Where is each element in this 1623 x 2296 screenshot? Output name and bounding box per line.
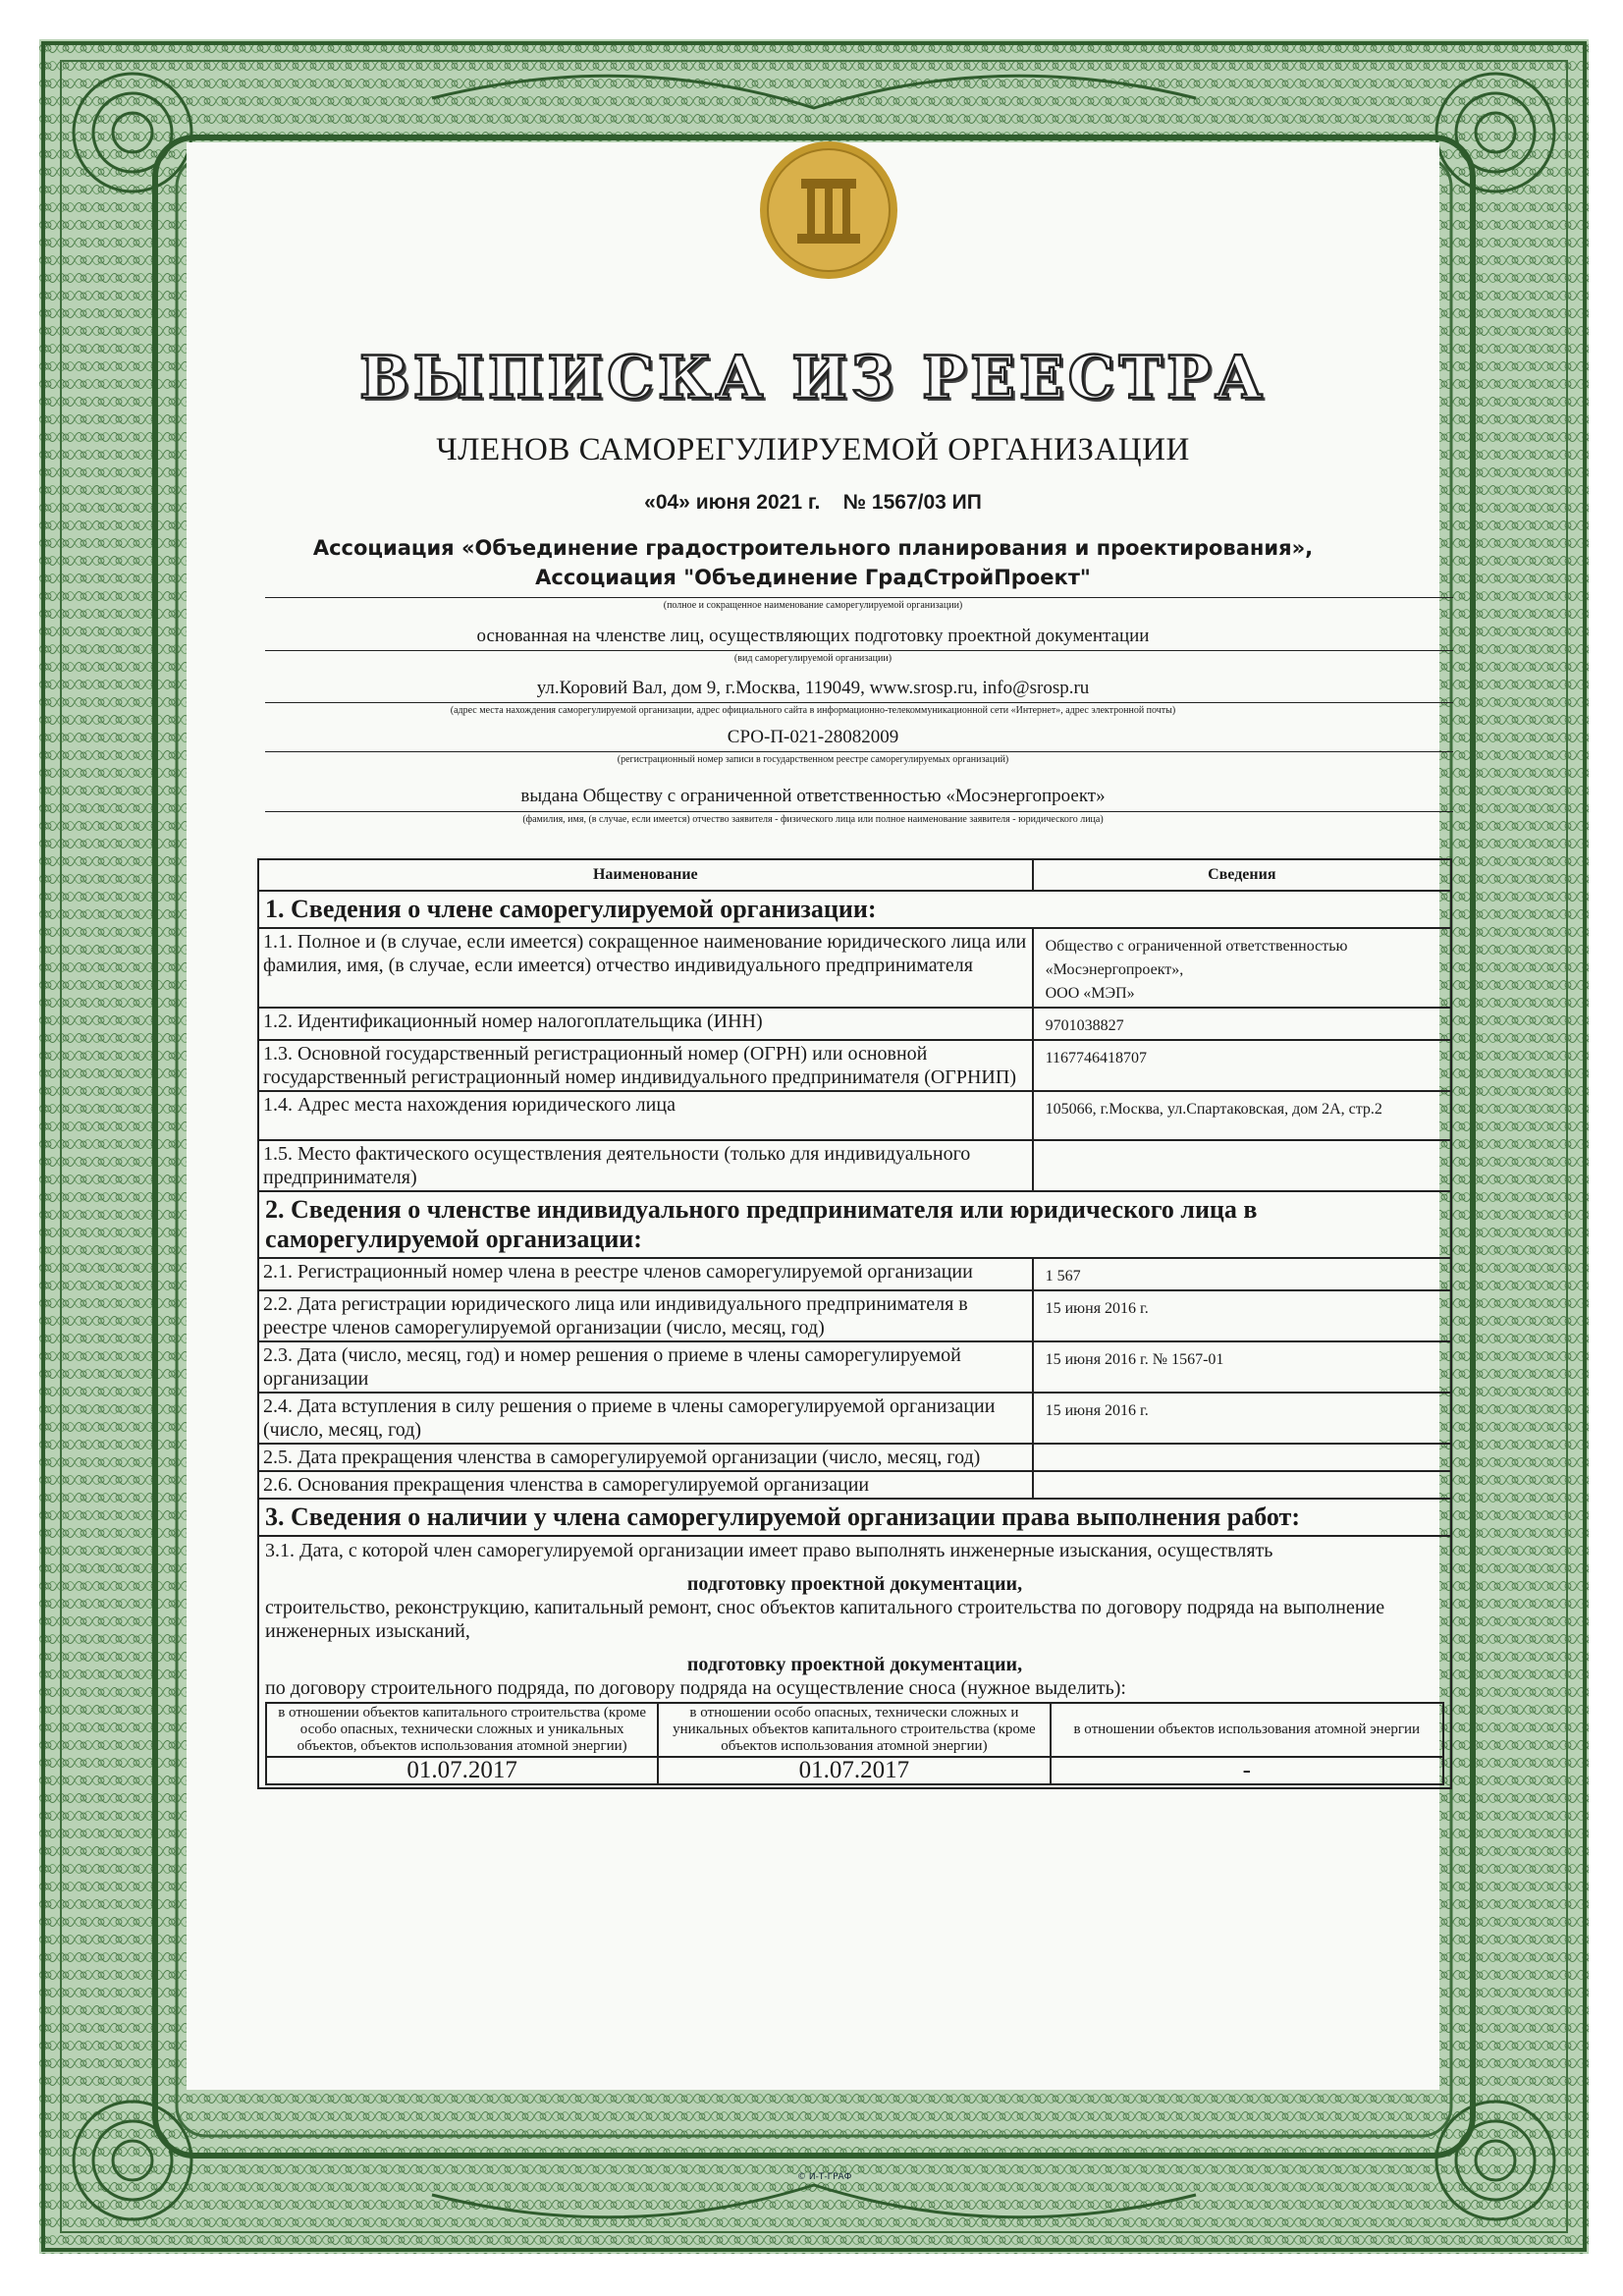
row-label: 1.2. Идентификационный номер налогоплательщика (ИНН) xyxy=(258,1008,1033,1040)
registry-table xyxy=(257,858,1452,1789)
row-value xyxy=(1033,1444,1451,1471)
rights-date-c: - xyxy=(1051,1757,1443,1784)
row-label: 2.5. Дата прекращения членства в саморегулируемой организации (число, месяц, год) xyxy=(258,1444,1033,1471)
row-label: 1.5. Место фактического осуществления деятельности (только для индивидуального предпринимателя) xyxy=(258,1140,1033,1191)
issued-to: выдана Обществу с ограниченной ответственностью «Мосэнергопроект» xyxy=(520,786,1106,806)
underline xyxy=(265,811,1453,812)
paragraph: по договору строительного подряда, по договору подряда на осуществление сноса (нужное выделить): xyxy=(265,1677,1126,1699)
col-header-name: Наименование xyxy=(258,859,1033,891)
row-value xyxy=(1033,1140,1451,1191)
selected-work-type: подготовку проектной документации, xyxy=(686,1573,1023,1595)
rights-header-c: в отношении объектов использования атомной энергии xyxy=(1051,1703,1443,1757)
table-row xyxy=(258,1444,1451,1471)
table-row xyxy=(258,1341,1451,1393)
rights-header-b: в отношении особо опасных, технически сложных и уникальных объектов капитального строительства (кроме объектов использования атомной энергии) xyxy=(658,1703,1050,1757)
row-value: 1167746418707 xyxy=(1033,1040,1451,1091)
value-line: Общество с ограниченной ответственностью xyxy=(1045,938,1348,955)
table-row xyxy=(258,1393,1451,1444)
underline xyxy=(265,702,1453,703)
paragraph: строительство, реконструкцию, капитальный ремонт, снос объектов капитального строительства по договору подряда на выполнение инженерных изысканий, xyxy=(265,1597,1385,1642)
row-value: 9701038827 xyxy=(1033,1008,1451,1040)
org-address: ул.Коровий Вал, дом 9, г.Москва, 119049, www.srosp.ru, info@srosp.ru xyxy=(536,678,1090,698)
col-header-info: Сведения xyxy=(1033,859,1451,891)
selected-work-type: подготовку проектной документации, xyxy=(686,1654,1023,1675)
caption-reg: (регистрационный номер записи в государственном реестре саморегулируемых организаций) xyxy=(617,754,1009,765)
underline xyxy=(265,751,1453,752)
org-name-line2: Ассоциация "Объединение ГрадСтройПроект" xyxy=(535,566,1091,589)
section-3-title: 3. Сведения о наличии у члена саморегулируемой организации права выполнения работ: xyxy=(258,1499,1451,1536)
rights-subtable xyxy=(265,1702,1444,1785)
table-row xyxy=(258,1536,1451,1788)
caption-issued: (фамилия, имя, (в случае, если имеется) отчество заявителя - физического лица или полное наименование заявителя - юридического лица) xyxy=(522,814,1104,825)
row-value: 15 июня 2016 г. xyxy=(1033,1290,1451,1341)
underline xyxy=(265,650,1453,651)
row-value: 15 июня 2016 г. № 1567-01 xyxy=(1033,1341,1451,1393)
value-line: «Мосэнергопроект», xyxy=(1045,961,1184,978)
row-label: 2.6. Основания прекращения членства в саморегулируемой организации xyxy=(258,1471,1033,1499)
table-row xyxy=(258,1140,1451,1191)
table-row xyxy=(258,1091,1451,1140)
row-label: 1.3. Основной государственный регистрационный номер (ОГРН) или основной государственный регистрационный номер индивидуального предпринимателя (ОГРНИП) xyxy=(258,1040,1033,1091)
table-row xyxy=(258,1290,1451,1341)
rights-date-b: 01.07.2017 xyxy=(658,1757,1050,1784)
printer-mark: © И-Т-ГРАФ xyxy=(797,2172,852,2182)
table-header-row xyxy=(258,859,1451,891)
org-name-line1: Ассоциация «Объединение градостроительного планирования и проектирования», xyxy=(312,536,1314,560)
table-row xyxy=(258,1040,1451,1091)
row-label: 2.4. Дата вступления в силу решения о приеме в члены саморегулируемой организации (число, месяц, год) xyxy=(258,1393,1033,1444)
section-1-title: 1. Сведения о члене саморегулируемой организации: xyxy=(258,891,1451,928)
registry-number: СРО-П-021-28082009 xyxy=(727,727,899,747)
caption-address: (адрес места нахождения саморегулируемой организации, адрес официального сайта в информационно-телекоммуникационной сети «Интернет», адрес электронной почты) xyxy=(450,705,1176,716)
document-subheading: ЧЛЕНОВ САМОРЕГУЛИРУЕМОЙ ОРГАНИЗАЦИИ xyxy=(436,432,1190,467)
row-label: 2.3. Дата (число, месяц, год) и номер решения о приеме в члены саморегулируемой организации xyxy=(258,1341,1033,1393)
table-row xyxy=(258,1471,1451,1499)
row-value: 15 июня 2016 г. xyxy=(1033,1393,1451,1444)
row-value xyxy=(1033,1471,1451,1499)
row-value: 105066, г.Москва, ул.Спартаковская, дом 2А, стр.2 xyxy=(1033,1091,1451,1140)
rights-date-a: 01.07.2017 xyxy=(266,1757,658,1784)
caption-type: (вид саморегулируемой организации) xyxy=(733,653,893,664)
row-label: 1.1. Полное и (в случае, если имеется) сокращенное наименование юридического лица или фамилия, имя, (в случае, если имеется) отчество индивидуального предпринимателя xyxy=(258,928,1033,1008)
section-2-title: 2. Сведения о членстве индивидуального предпринимателя или юридического лица в саморегулируемой организации: xyxy=(258,1191,1451,1258)
row-3-1 xyxy=(258,1536,1451,1788)
row-label: 2.2. Дата регистрации юридического лица или индивидуального предпринимателя в реестре членов саморегулируемой организации (число, месяц, год) xyxy=(258,1290,1033,1341)
rights-header-a: в отношении объектов капитального строительства (кроме особо опасных, технически сложных и уникальных объектов, объектов использования атомной энергии) xyxy=(266,1703,658,1757)
table-row xyxy=(258,1258,1451,1290)
date-and-number: «04» июня 2021 г. № 1567/03 ИП xyxy=(644,491,982,514)
row-label: 1.4. Адрес места нахождения юридического лица xyxy=(258,1091,1033,1140)
caption-name: (полное и сокращенное наименование саморегулируемой организации) xyxy=(663,600,963,611)
document-heading: ВЫПИСКА ИЗ РЕЕСТРА xyxy=(358,344,1268,412)
underline xyxy=(265,597,1453,598)
table-row xyxy=(258,928,1451,1008)
value-line: ООО «МЭП» xyxy=(1045,985,1135,1002)
row-value: 1 567 xyxy=(1033,1258,1451,1290)
hologram-seal-icon xyxy=(758,139,899,281)
paragraph: 3.1. Дата, с которой член саморегулируемой организации имеет право выполнять инженерные изыскания, осуществлять xyxy=(265,1540,1273,1561)
row-label: 2.1. Регистрационный номер члена в реестре членов саморегулируемой организации xyxy=(258,1258,1033,1290)
row-value xyxy=(1033,928,1451,1008)
org-type: основанная на членстве лиц, осуществляющих подготовку проектной документации xyxy=(476,626,1150,646)
table-row xyxy=(258,1008,1451,1040)
